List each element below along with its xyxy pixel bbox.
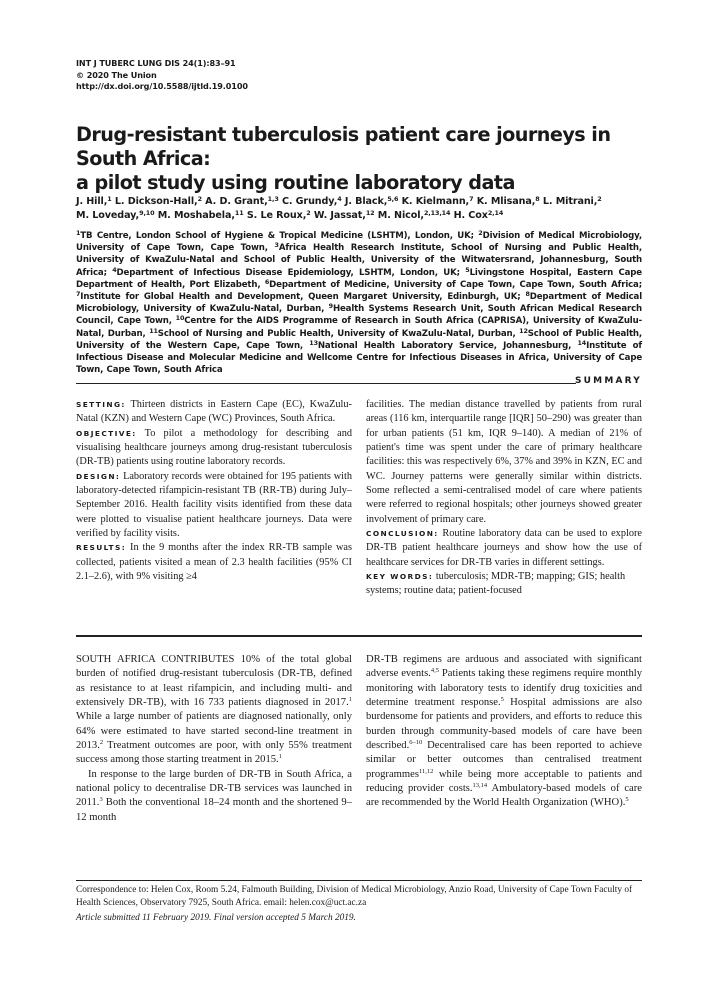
author: S. Le Roux,$^2$ xyxy=(246,209,311,221)
abstract-design: DESIGN: Laboratory records were obtained for 195 patients with laboratory-detected rifampicin-resistant TB (RR-TB) during July–September 2016. Health facility visits identified from these data were plotted to visualise patient healthcare journeys. Data were verified by facility visits. xyxy=(76,470,352,540)
footnote xyxy=(76,884,648,925)
citation-ref[interactable]: 3 xyxy=(99,796,103,804)
author: W. Jassat,$^{12}$ xyxy=(313,209,375,221)
journal-header xyxy=(76,58,248,93)
summary-heading: SUMMARY xyxy=(574,376,642,386)
citation-ref[interactable]: 4,5 xyxy=(430,667,440,675)
body-paragraph: DR-TB regimens are arduous and associated with significant adverse events.$^{4,5}$ Patients taking these regimens require monthly monitoring with laboratory tests to identify drug toxicities and determine treatment response.$^5$ Hospital admissions are also burdensome for patients and providers, and efforts to reduce this burden through community-based models of care have been described.$^{6-10}$ Decentralised care has been reported to achieve similar or better outcomes than centralised treatment programmes$^{11,12}$ while being more acceptable to patients and reducing provider costs.$^{13,14}$ Ambulatory-based models of care are recommended by the World Health Organization (WHO).$^5$ xyxy=(366,654,642,809)
abstract-objective: OBJECTIVE: To pilot a methodology for describing and visualising healthcare journeys among drug-resistant tuberculosis (DR-TB) patients using routine laboratory records. xyxy=(76,427,352,468)
author: K. Kielmann,$^7$ xyxy=(401,195,474,207)
abstract-column-left xyxy=(76,398,352,584)
citation-ref[interactable]: 2 xyxy=(99,739,104,747)
abstract-divider xyxy=(76,635,642,637)
author: H. Cox$^{2,14}$ xyxy=(453,209,504,221)
affiliations: $^1$TB Centre, London School of Hygiene & Tropical Medicine (LSHTM), London, UK; $^2$Division of Medical Microbiology, University of Cape Town, Cape Town, $^3$Africa Health Research Institute, School of Nursing and Public Health, University of KwaZulu-Natal and School of Public Health, University of the Witwatersrand, Johannesburg, South Africa; $^4$Department of Infectious Disease Epidemiology, LSHTM, London, UK; $^5$Livingstone Hospital, Eastern Cape Department of Health, Port Elizabeth, $^6$Department of Medicine, University of Cape Town, Cape Town, South Africa; $^7$Institute for Global Health and Development, Queen Margaret University, Edinburgh, UK; $^8$Department of Medical Microbiology, University of KwaZulu-Natal, Durban, $^9$Health Systems Research Unit, South African Medical Research Council, Cape Town, $^{10}$Centre for the AIDS Programme of Research in South Africa (CAPRISA), University of KwaZulu-Natal, Durban, $^{11}$School of Nursing and Public Health, University of KwaZulu-Natal, Durban, $^{12}$School of Public Health, University of the Western Cape, Cape Town, $^{13}$National Health Laboratory Service, Johannesburg, $^{14}$Institute of Infectious Disease and Molecular Medicine and Wellcome Centre for Infectious Diseases in Africa, University of Cape Town, Cape Town, South Africa xyxy=(76,229,643,376)
body-paragraph: In response to the large burden of DR-TB in South Africa, a national policy to decentralise DR-TB services was launched in 2011.$^3$ Both the conventional 18–24 month and the shortened 9–12 month xyxy=(76,768,352,823)
correspondence: Correspondence to: Helen Cox, Room 5.24, Falmouth Building, Division of Medical Microbiology, Anzio Road, University of Cape Town Faculty of Health Sciences, Observatory 7925, South Africa. email: helen.cox@uct.ac.za xyxy=(76,885,633,908)
author: J. Hill,$^1$ xyxy=(76,195,112,207)
abstract-keywords: KEY WORDS: tuberculosis; MDR-TB; mapping; GIS; health systems; routine data; patient-focused xyxy=(366,571,626,597)
journal-citation: INT J TUBERC LUNG DIS 24(1):83–91 xyxy=(76,58,236,68)
author: M. Loveday,$^{9,10}$ xyxy=(76,209,155,221)
citation-ref[interactable]: 5 xyxy=(625,796,629,804)
submission-dates: Article submitted 11 February 2019. Final version accepted 5 March 2019. xyxy=(76,913,356,923)
article-title: Drug-resistant tuberculosis patient care journeys in South Africa: a pilot study using routine laboratory data xyxy=(76,123,611,194)
citation-ref[interactable]: 6–10 xyxy=(409,739,423,747)
author: C. Grundy,$^4$ xyxy=(281,195,342,207)
citation-ref[interactable]: 5 xyxy=(500,696,504,704)
author: M. Nicol,$^{2,13,14}$ xyxy=(377,209,451,221)
author: J. Black,$^{5,6}$ xyxy=(344,195,399,207)
abstract-setting: SETTING: Thirteen districts in Eastern Cape (EC), KwaZulu-Natal (KZN) and Western Cape (WC) Provinces, South Africa. xyxy=(76,399,352,425)
author: A. D. Grant,$^{1,3}$ xyxy=(205,195,279,207)
author: M. Moshabela,$^{11}$ xyxy=(157,209,244,221)
citation-ref[interactable]: 11,12 xyxy=(418,767,434,775)
abstract-results: RESULTS: In the 9 months after the index RR-TB sample was collected, patients visited a mean of 2.3 health facilities (95% CI 2.1–2.6), with 9% visiting ≥4 xyxy=(76,542,352,583)
doi-link[interactable]: http://dx.doi.org/10.5588/ijtld.19.0100 xyxy=(76,81,248,91)
author: L. Dickson-Hall,$^2$ xyxy=(114,195,202,207)
abstract-conclusion: CONCLUSION: Routine laboratory data can be used to explore DR-TB patient healthcare journeys and show how the use of healthcare services for DR-TB varies in different settings. xyxy=(366,528,642,568)
citation-ref[interactable]: 1 xyxy=(278,753,282,761)
copyright: © 2020 The Union xyxy=(76,69,157,80)
author: L. Mitrani,$^2$ xyxy=(542,195,602,207)
footnote-divider xyxy=(76,880,642,881)
abstract-column-right xyxy=(366,398,642,599)
body-column-left xyxy=(76,653,352,825)
author-list xyxy=(76,195,642,223)
citation-ref[interactable]: 1 xyxy=(348,696,352,704)
body-paragraph: SOUTH AFRICA CONTRIBUTES 10% of the total global burden of notified drug-resistant tuberculosis (DR-TB, defined as resistance to at least rifampicin, and including multi- and extensively DR-TB), with 16 733 patients diagnosed in 2017.$^1$ While a large number of patients are diagnosed nationally, only 64% were estimated to have started second-line treatment in 2013.$^2$ Treatment outcomes are poor, with only 55% treatment success among those starting treatment in 2015.$^1$ xyxy=(76,654,352,766)
citation-ref[interactable]: 13,14 xyxy=(472,782,488,790)
body-column-right xyxy=(366,653,642,811)
author: K. Mlisana,$^8$ xyxy=(476,195,540,207)
abstract-results-cont: facilities. The median distance travelled by patients from rural areas (116 km, interquartile range [IQR] 50–290) was greater than for urban patients (51 km, IQR 9–140). A median of 21% of patient's time was spent under the care of primary healthcare facilities: this was respectively 6%, 37% and 39% in KZN, EC and WC. Journey patterns were generally similar within districts. Some reflected a semi-centralised model of care where patients were referred to regional hospitals; other journeys showed greater involvement of primary care. xyxy=(366,399,642,525)
summary-divider xyxy=(76,383,576,384)
